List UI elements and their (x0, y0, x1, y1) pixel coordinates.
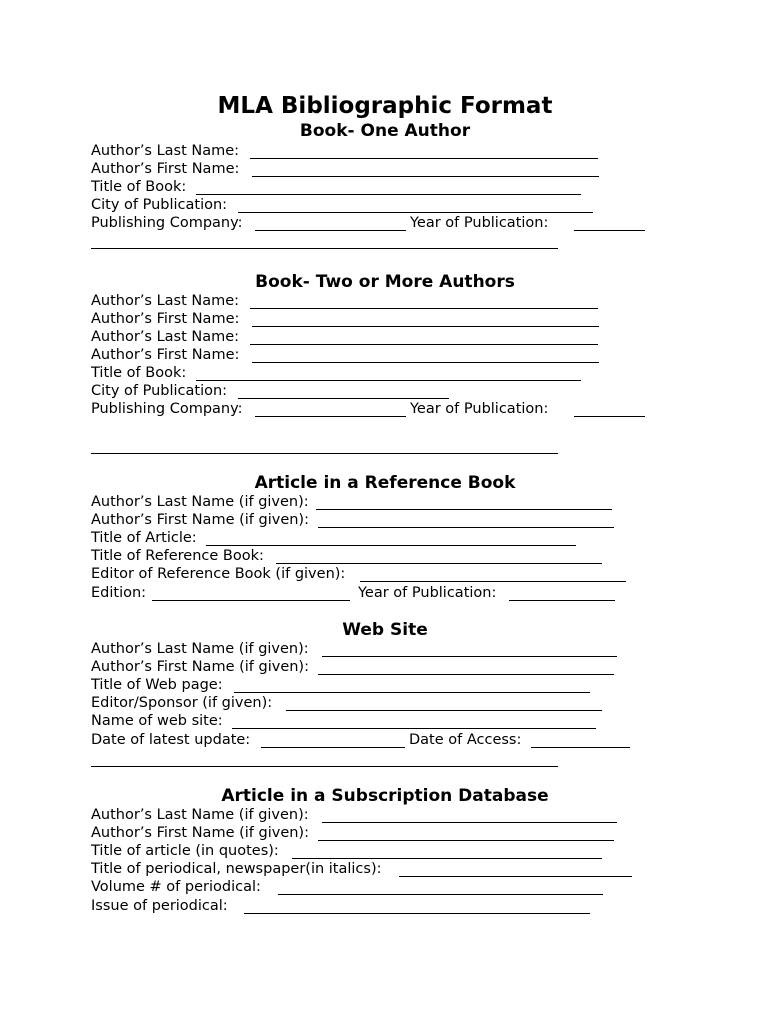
last-name-field[interactable] (250, 142, 598, 159)
issue-field[interactable] (244, 897, 590, 914)
heading-book-two-authors: Book- Two or More Authors (255, 272, 515, 292)
title-of-web-page-field[interactable] (234, 676, 590, 693)
first-name-field[interactable] (318, 658, 614, 675)
label-latest-update: Date of latest update: (91, 732, 251, 748)
label-last-name: Author’s Last Name: (91, 143, 240, 159)
title-of-book-field[interactable] (196, 178, 581, 195)
heading-book-one-author: Book- One Author (299, 121, 471, 141)
label-first-name: Author’s First Name: (91, 347, 240, 363)
first-name-field[interactable] (252, 346, 599, 363)
first-name-field[interactable] (252, 310, 599, 327)
label-last-name: Author’s Last Name (if given): (91, 807, 309, 823)
label-reference-book: Title of Reference Book: (91, 548, 264, 564)
label-title-of-book: Title of Book: (91, 179, 187, 195)
publishing-company-field[interactable] (255, 400, 406, 417)
title-of-article-field[interactable] (292, 842, 602, 859)
title-of-article-field[interactable] (206, 529, 576, 546)
last-name-field[interactable] (250, 328, 598, 345)
label-editor: Editor of Reference Book (if given): (91, 566, 346, 582)
last-name-field[interactable] (322, 640, 617, 657)
latest-update-field[interactable] (261, 731, 405, 748)
label-year: Year of Publication: (358, 585, 497, 601)
last-name-field[interactable] (322, 806, 617, 823)
title-of-reference-book-field[interactable] (276, 547, 602, 564)
city-of-publication-field[interactable] (238, 196, 593, 213)
label-first-name: Author’s First Name (if given): (91, 659, 309, 675)
last-name-field[interactable] (316, 493, 612, 510)
label-city: City of Publication: (91, 383, 228, 399)
title-of-periodical-field[interactable] (399, 860, 632, 877)
label-publishing-company: Publishing Company: (91, 215, 243, 231)
label-title-of-web-page: Title of Web page: (91, 677, 223, 693)
label-first-name: Author’s First Name: (91, 311, 240, 327)
heading-subscription-database: Article in a Subscription Database (221, 786, 549, 806)
label-last-name: Author’s Last Name: (91, 329, 240, 345)
label-year: Year of Publication: (410, 401, 549, 417)
label-year: Year of Publication: (410, 215, 549, 231)
year-of-publication-field[interactable] (509, 584, 615, 601)
web-site-name-field[interactable] (232, 712, 596, 729)
label-edition: Edition: (91, 585, 147, 601)
volume-field[interactable] (278, 878, 603, 895)
entry-line[interactable] (91, 453, 558, 454)
last-name-field[interactable] (250, 292, 598, 309)
label-first-name: Author’s First Name (if given): (91, 825, 309, 841)
first-name-field[interactable] (318, 511, 614, 528)
entry-line[interactable] (91, 248, 558, 249)
editor-field[interactable] (360, 565, 626, 582)
label-title-of-periodical: Title of periodical, newspaper(in italics): (91, 861, 382, 877)
city-of-publication-field[interactable] (238, 382, 449, 399)
label-title-of-book: Title of Book: (91, 365, 187, 381)
heading-reference-book: Article in a Reference Book (254, 473, 516, 493)
date-of-access-field[interactable] (531, 731, 630, 748)
year-of-publication-field[interactable] (574, 400, 645, 417)
label-web-site-name: Name of web site: (91, 713, 223, 729)
publishing-company-field[interactable] (255, 214, 406, 231)
label-publishing-company: Publishing Company: (91, 401, 243, 417)
label-title-of-article: Title of article (in quotes): (91, 843, 279, 859)
first-name-field[interactable] (252, 160, 599, 177)
label-last-name: Author’s Last Name (if given): (91, 641, 309, 657)
editor-sponsor-field[interactable] (286, 694, 602, 711)
label-title-of-article: Title of Article: (91, 530, 197, 546)
label-last-name: Author’s Last Name (if given): (91, 494, 309, 510)
heading-web-site: Web Site (342, 620, 428, 640)
label-first-name: Author’s First Name (if given): (91, 512, 309, 528)
label-last-name: Author’s Last Name: (91, 293, 240, 309)
label-editor-sponsor: Editor/Sponsor (if given): (91, 695, 273, 711)
page-title: MLA Bibliographic Format (217, 93, 553, 119)
label-issue: Issue of periodical: (91, 898, 228, 914)
label-date-of-access: Date of Access: (409, 732, 522, 748)
edition-field[interactable] (152, 584, 350, 601)
label-city: City of Publication: (91, 197, 228, 213)
title-of-book-field[interactable] (196, 364, 581, 381)
label-first-name: Author’s First Name: (91, 161, 240, 177)
label-volume: Volume # of periodical: (91, 879, 261, 895)
year-of-publication-field[interactable] (574, 214, 645, 231)
first-name-field[interactable] (318, 824, 614, 841)
entry-line[interactable] (91, 766, 558, 767)
